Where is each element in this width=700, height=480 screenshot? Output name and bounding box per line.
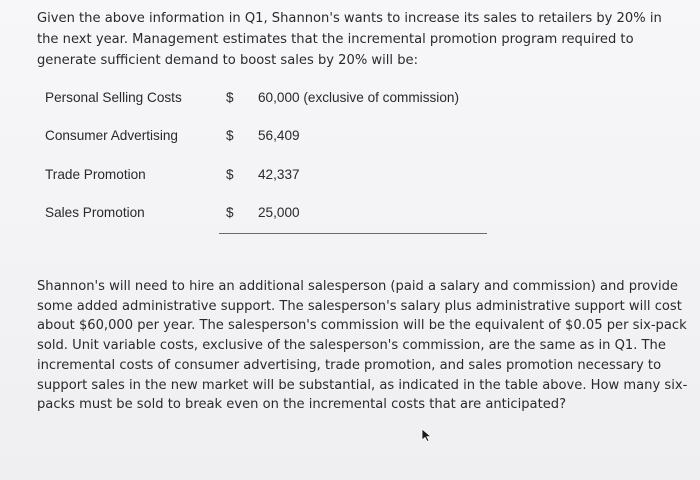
cost-currency: $ <box>226 128 234 143</box>
intro-paragraph: Given the above information in Q1, Shannon's wants to increase its sales to retailers by 20% in the next year. Management estimates that the incremental promotion program required to generate sufficient demand to boost sales by 20% will be: <box>37 11 662 68</box>
cost-label: Personal Selling Costs <box>45 90 182 105</box>
cost-currency: $ <box>226 167 234 182</box>
cost-amount: 42,337 <box>258 167 300 182</box>
cost-label: Sales Promotion <box>45 205 145 220</box>
cost-label: Consumer Advertising <box>45 128 178 143</box>
cost-amount: 25,000 <box>258 205 300 220</box>
cost-amount: 56,409 <box>258 128 300 143</box>
question-paragraph: Shannon's will need to hire an additional salesperson (paid a salary and commission) and provide some added administrative support. The salesperson's salary plus administrative support will cost about $60,000 per year. The salesperson's commission will be the equivalent of $0.05 per six-pack sold. Unit variable costs, exclusive of the salesperson's commission, are the same as in Q1. The incremental costs of consumer advertising, trade promotion, and sales promotion necessary to support sales in the new market will be substantial, as indicated in the table above. How many six-packs must be sold to break even on the incremental costs that are anticipated? <box>37 279 688 413</box>
cost-row-trade-promotion <box>45 167 490 187</box>
cost-currency: $ <box>226 90 234 105</box>
cost-row-consumer-advertising <box>45 128 490 148</box>
cost-row-personal-selling <box>45 90 490 110</box>
cost-currency: $ <box>226 205 234 220</box>
mouse-pointer-icon <box>419 427 435 443</box>
cost-amount: 60,000 (exclusive of commission) <box>258 90 459 105</box>
cost-row-sales-promotion <box>45 205 490 225</box>
table-total-rule <box>219 233 487 234</box>
cost-label: Trade Promotion <box>45 167 146 182</box>
